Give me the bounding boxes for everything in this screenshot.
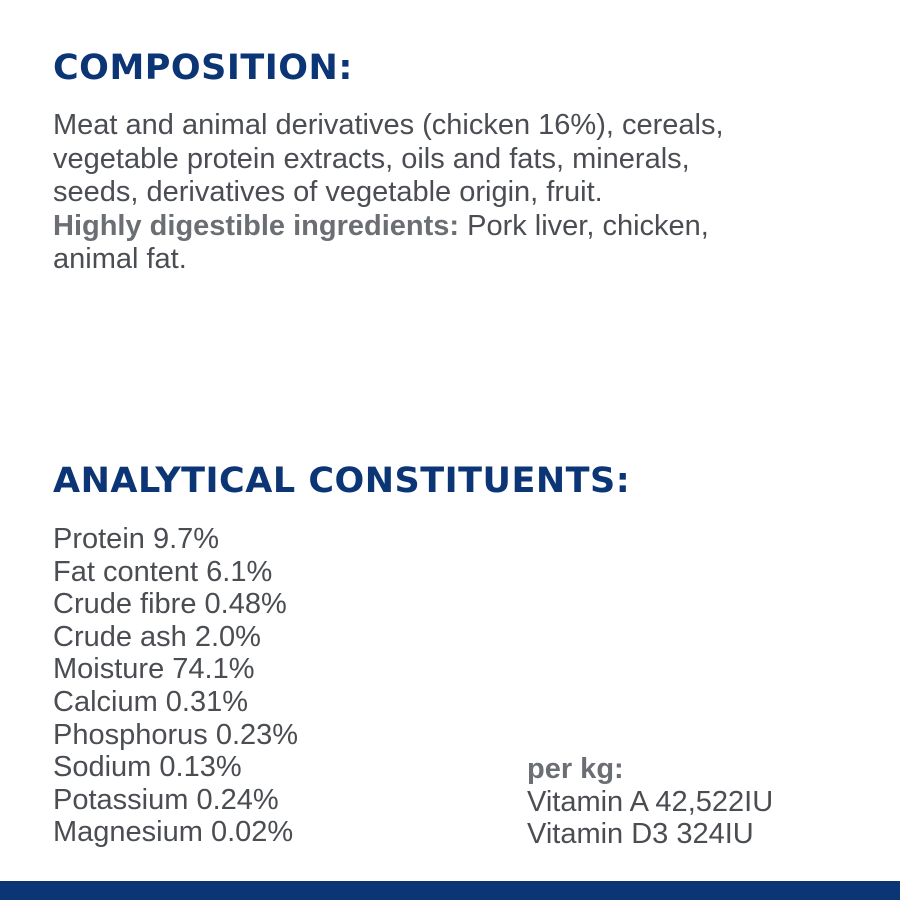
constituent-item-crude-fibre: Crude fibre 0.48% xyxy=(53,588,287,621)
constituent-item-crude-ash: Crude ash 2.0% xyxy=(53,620,261,653)
constituents-list xyxy=(53,523,298,849)
constituent-item-moisture: Moisture 74.1% xyxy=(53,653,255,686)
highlight-line xyxy=(53,210,873,244)
constituent-item-potassium: Potassium 0.24% xyxy=(53,783,279,816)
constituent-item-protein: Protein 9.7% xyxy=(53,523,220,555)
bottom-bar xyxy=(0,881,900,900)
constituent-item-magnesium: Magnesium 0.02% xyxy=(53,816,294,849)
composition-line: vegetable protein extracts, oils and fats, minerals, xyxy=(53,142,690,175)
composition-heading: COMPOSITION: xyxy=(53,48,353,88)
vitamins-list xyxy=(527,786,773,851)
constituent-item-phosphorus: Phosphorus 0.23% xyxy=(53,718,299,751)
per-kg-label: per kg: xyxy=(527,753,624,785)
constituent-item-calcium: Calcium 0.31% xyxy=(53,685,249,718)
analytical-constituents-heading: ANALYTICAL CONSTITUENTS: xyxy=(53,461,631,501)
vitamins-block xyxy=(527,753,773,851)
highlight-text-continued: animal fat. xyxy=(53,243,187,275)
composition-line: Meat and animal derivatives (chicken 16%), cereals, xyxy=(53,109,724,141)
highlight-label: Highly digestible ingredients: xyxy=(53,209,460,242)
vitamin-item-a: Vitamin A 42,522IU xyxy=(527,785,774,818)
composition-text xyxy=(53,109,873,277)
vitamin-item-d3: Vitamin D3 324IU xyxy=(527,818,754,851)
constituent-item-sodium: Sodium 0.13% xyxy=(53,751,242,784)
composition-line: seeds, derivatives of vegetable origin, fruit. xyxy=(53,176,603,208)
highlight-text: Pork liver, chicken, xyxy=(459,209,709,242)
constituent-item-fat: Fat content 6.1% xyxy=(53,555,273,588)
